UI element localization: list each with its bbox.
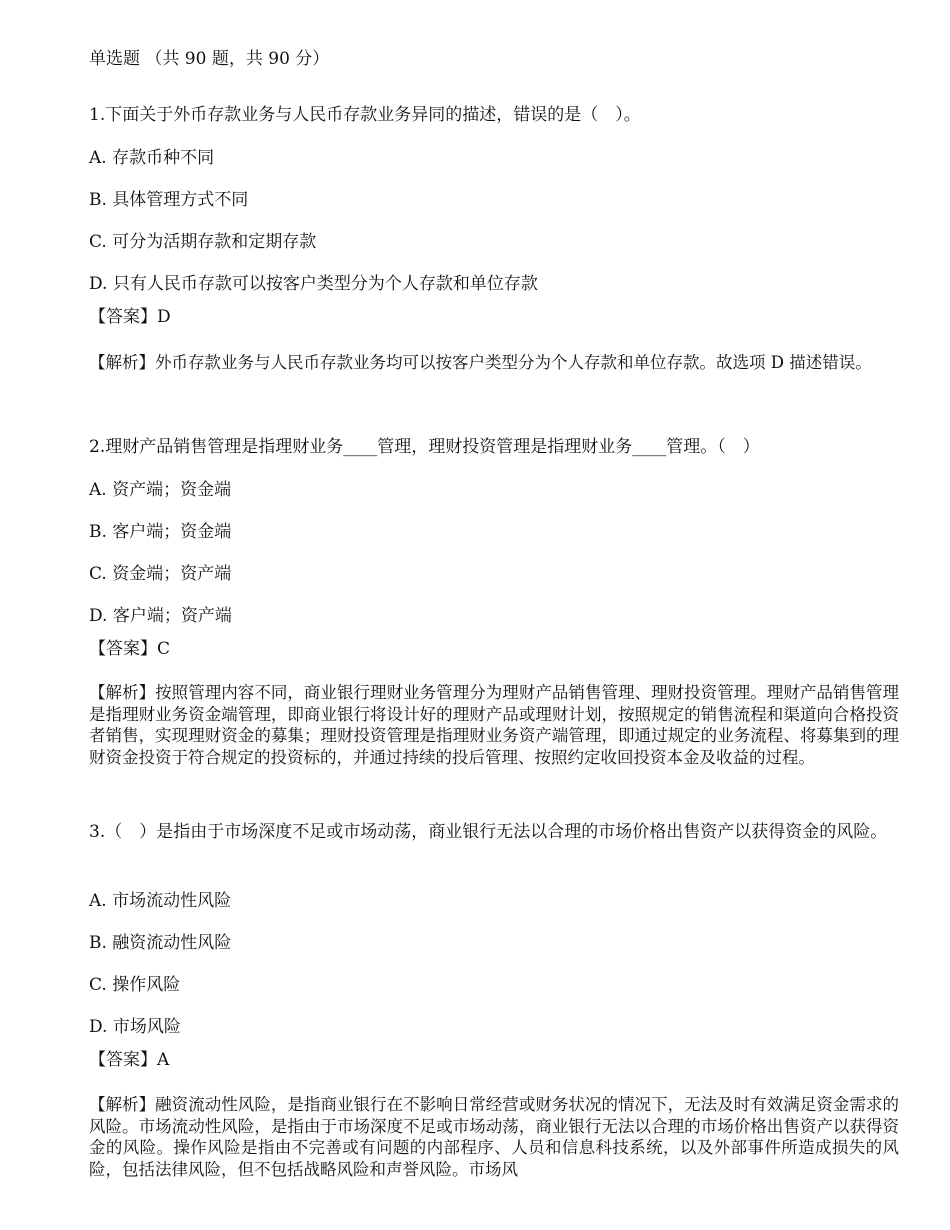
question-3-stem: 3.（ ）是指由于市场深度不足或市场动荡，商业银行无法以合理的市场价格出售资产以获得资金的风险。 <box>89 822 888 842</box>
question-1-stem: 1.下面关于外币存款业务与人民币存款业务异同的描述，错误的是（ ）。 <box>89 105 641 125</box>
question-3-option-b: B. 融资流动性风险 <box>89 933 232 953</box>
question-1-option-d: D. 只有人民币存款可以按客户类型分为个人存款和单位存款 <box>89 274 538 294</box>
question-3-option-a: A. 市场流动性风险 <box>89 891 232 911</box>
question-3-answer: 【答案】A <box>89 1050 170 1070</box>
question-1-option-c: C. 可分为活期存款和定期存款 <box>89 232 317 252</box>
question-2-option-b: B. 客户端；资金端 <box>89 522 232 542</box>
question-2-option-c: C. 资金端；资产端 <box>89 564 232 584</box>
section-header: 单选题 （共 90 题，共 90 分） <box>89 49 330 69</box>
question-3-option-c: C. 操作风险 <box>89 975 181 995</box>
question-2-option-a: A. 资产端；资金端 <box>89 480 232 500</box>
question-2-analysis: 【解析】按照管理内容不同，商业银行理财业务管理分为理财产品销售管理、理财投资管理。理财产品销售管理是指理财业务资金端管理，即商业银行将设计好的理财产品或理财计划，按照规定的销售流程和渠道向合格投资者销售，实现理财资金的募集；理财投资管理是指理财业务资产端管理，即通过规定的业务流程、将募集到的理财资金投资于符合规定的投资标的，并通过持续的投后管理、按照约定收回投资本金及收益的过程。 <box>89 683 899 767</box>
question-1-option-b: B. 具体管理方式不同 <box>89 190 249 210</box>
question-2-option-d: D. 客户端；资产端 <box>89 606 232 626</box>
question-3-option-d: D. 市场风险 <box>89 1017 181 1037</box>
question-2-stem: 2.理财产品销售管理是指理财业务____管理，理财投资管理是指理财业务____管理。（ ） <box>89 437 760 457</box>
question-2-answer: 【答案】C <box>89 639 171 659</box>
question-1-option-a: A. 存款币种不同 <box>89 148 215 168</box>
question-1-analysis: 【解析】外币存款业务与人民币存款业务均可以按客户类型分为个人存款和单位存款。故选项 D 描述错误。 <box>89 353 872 372</box>
question-1-answer: 【答案】D <box>89 307 171 327</box>
question-3-analysis: 【解析】融资流动性风险，是指商业银行在不影响日常经营或财务状况的情况下，无法及时有效满足资金需求的风险。市场流动性风险，是指由于市场深度不足或市场动荡，商业银行无法以合理的市场价格出售资产以获得资金的风险。操作风险是指由不完善或有问题的内部程序、人员和信息科技系统，以及外部事件所造成损失的风险，包括法律风险，但不包括战略风险和声誉风险。市场风 <box>89 1095 899 1179</box>
